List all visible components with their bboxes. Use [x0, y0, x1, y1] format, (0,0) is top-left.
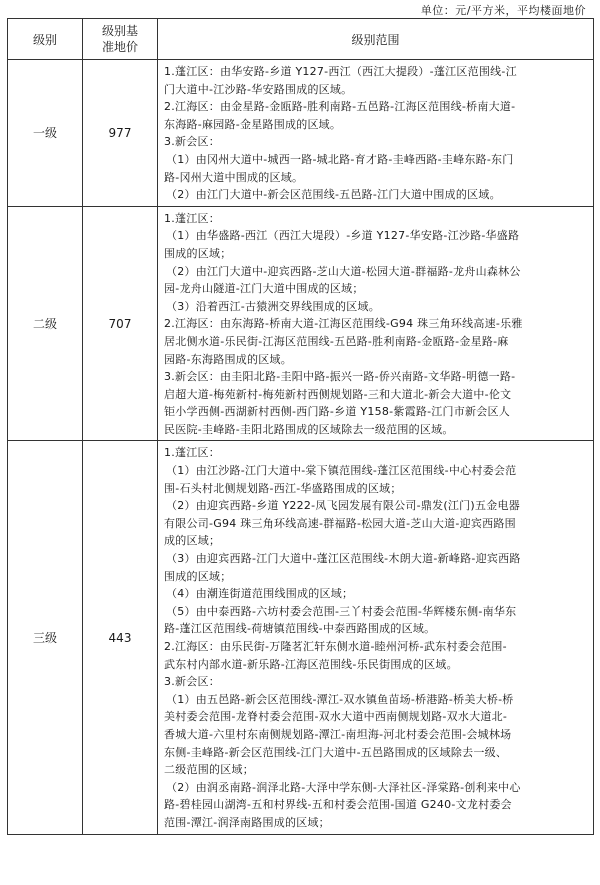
- header-base-price-line2: 准地价: [101, 40, 138, 54]
- scope-line: 3.新会区：: [164, 675, 220, 689]
- base-price-cell: 707: [83, 206, 158, 441]
- scope-line: （1）由江沙路-江门大道中-棠下镇范围线-蓬江区范围线-中心村委会范: [166, 464, 517, 478]
- scope-line: 1.蓬江区：由华安路-乡道 Y127-西江（西江大提段）-蓬江区范围线-江: [164, 65, 517, 78]
- scope-line: 路-碧桂园山湖湾-五和村界线-五和村委会范围-国道 G240-文龙村委会: [164, 798, 512, 812]
- scope-cell: [158, 206, 594, 441]
- scope-line: 二级范围的区域；: [164, 763, 254, 777]
- table-body: [8, 60, 594, 835]
- table-row: [8, 206, 594, 441]
- header-scope: 级别范围: [158, 19, 594, 60]
- scope-line: 钜小学西侧-西湖新村西侧-西门路-乡道 Y158-紫霞路-江门市新会区人: [164, 405, 511, 419]
- scope-line: （2）由江门大道中-迎宾西路-芝山大道-松园大道-群福路-龙舟山森林公: [166, 264, 521, 278]
- scope-line: 围成的区域；: [164, 246, 232, 260]
- scope-line: 范围-潭江-润泽南路围成的区域；: [164, 815, 330, 829]
- header-base-price-line1: 级别基: [101, 24, 138, 38]
- scope-line: 围成的区域；: [164, 569, 232, 583]
- base-price-cell: 443: [83, 441, 158, 834]
- scope-cell: [158, 60, 594, 207]
- scope-line: 2.江海区：由东海路-桥南大道-江海区范围线-G94 珠三角环线高速-乐雅: [164, 317, 523, 331]
- grade-level-cell: 三级: [8, 441, 83, 834]
- scope-line: 路-冈州大道中围成的区域。: [164, 170, 304, 184]
- header-level: 级别: [8, 19, 83, 60]
- scope-line: （3）沿着西江-古猿洲交界线围成的区域。: [166, 299, 380, 313]
- scope-line: 东海路-麻园路-金星路围成的区域。: [164, 117, 342, 131]
- header-row: [8, 19, 594, 60]
- base-price-cell: 977: [83, 60, 158, 207]
- scope-line: 启超大道-梅苑新村-梅苑新村西侧规划路-三和大道北-新会大道中-伦文: [164, 387, 512, 401]
- header-base-price: [83, 19, 158, 60]
- scope-line: （5）由中泰西路-六坊村委会范围-三丫村委会范围-华辉楼东侧-南华东: [166, 604, 517, 618]
- scope-line: 美村委会范围-龙脊村委会范围-双水大道中西南侧规划路-双水大道北-: [164, 710, 508, 724]
- scope-line: 1.蓬江区：: [164, 446, 220, 460]
- scope-line: 成的区域；: [164, 534, 221, 548]
- scope-line: 东侧-圭峰路-新会区范围线-江门大道中-五邑路围成的区域除去一级、: [164, 745, 508, 759]
- scope-line: （1）由华盛路-西江（西江大堤段）-乡道 Y127-华安路-江沙路-华盛路: [166, 229, 520, 243]
- scope-text: [158, 60, 593, 206]
- scope-line: （4）由潮连街道范围线围成的区域；: [166, 587, 354, 601]
- scope-line: 路-蓬江区范围线-荷塘镇范围线-中泰西路围成的区域。: [164, 622, 436, 636]
- scope-line: （1）由冈州大道中-城西一路-城北路-育才路-圭峰西路-圭峰东路-东门: [166, 152, 514, 166]
- scope-line: 2.江海区：由乐民街-万隆茗汇轩东侧水道-睦州河桥-武东村委会范围-: [164, 640, 507, 653]
- scope-line: 有限公司-G94 珠三角环线高速-群福路-松园大道-芝山大道-迎宾西路围: [164, 516, 516, 530]
- scope-line: （1）由五邑路-新会区范围线-潭江-双水镇鱼苗场-桥港路-桥美大桥-桥: [166, 692, 514, 706]
- scope-line: 居北侧水道-乐民街-江海区范围线-五邑路-胜利南路-金瓯路-金星路-麻: [164, 334, 509, 348]
- scope-line: 门大道中-江沙路-华安路围成的区域。: [164, 82, 353, 96]
- land-price-grade-table: [7, 18, 594, 835]
- scope-line: 3.新会区：由圭阳北路-圭阳中路-振兴一路-侨兴南路-文华路-明德一路-: [164, 370, 516, 384]
- grade-level-cell: 一级: [8, 60, 83, 207]
- table-row: [8, 441, 594, 834]
- scope-line: 2.江海区：由金星路-金瓯路-胜利南路-五邑路-江海区范围线-桥南大道-: [164, 100, 516, 114]
- scope-line: 3.新会区：: [164, 135, 220, 149]
- scope-line: 园路-东海路围成的区域。: [164, 352, 292, 366]
- scope-line: 1.蓬江区：: [164, 211, 220, 225]
- scope-text: [158, 207, 593, 441]
- scope-text: [158, 441, 593, 833]
- scope-line: 民医院-圭峰路-圭阳北路围成的区域除去一级范围的区域。: [164, 422, 454, 436]
- scope-cell: [158, 441, 594, 834]
- unit-note: 单位：元/平方米，平均楼面地价: [420, 4, 586, 17]
- scope-line: （2）由润丞南路-润泽北路-大泽中学东侧-大泽社区-泽棠路-创利来中心: [166, 780, 521, 794]
- scope-line: 武东村内部水道-新乐路-江海区范围线-乐民街围成的区域。: [164, 657, 458, 671]
- scope-line: 围-石头村北侧规划路-西江-华盛路围成的区域；: [164, 481, 402, 495]
- scope-line: （3）由迎宾西路-江门大道中-蓬江区范围线-木朗大道-新峰路-迎宾西路: [166, 552, 521, 566]
- scope-line: 园-龙舟山隧道-江门大道中围成的区域；: [164, 282, 364, 296]
- scope-line: （2）由迎宾西路-乡道 Y222-凤飞园发展有限公司-鼎发(江门)五金电器: [166, 499, 520, 513]
- scope-line: （2）由江门大道中-新会区范围线-五邑路-江门大道中围成的区域。: [166, 188, 501, 202]
- grade-level-cell: 二级: [8, 206, 83, 441]
- scope-line: 香城大道-六里村东南侧规划路-潭江-南坦海-河北村委会范围-会城林场: [164, 727, 512, 741]
- table-row: [8, 60, 594, 207]
